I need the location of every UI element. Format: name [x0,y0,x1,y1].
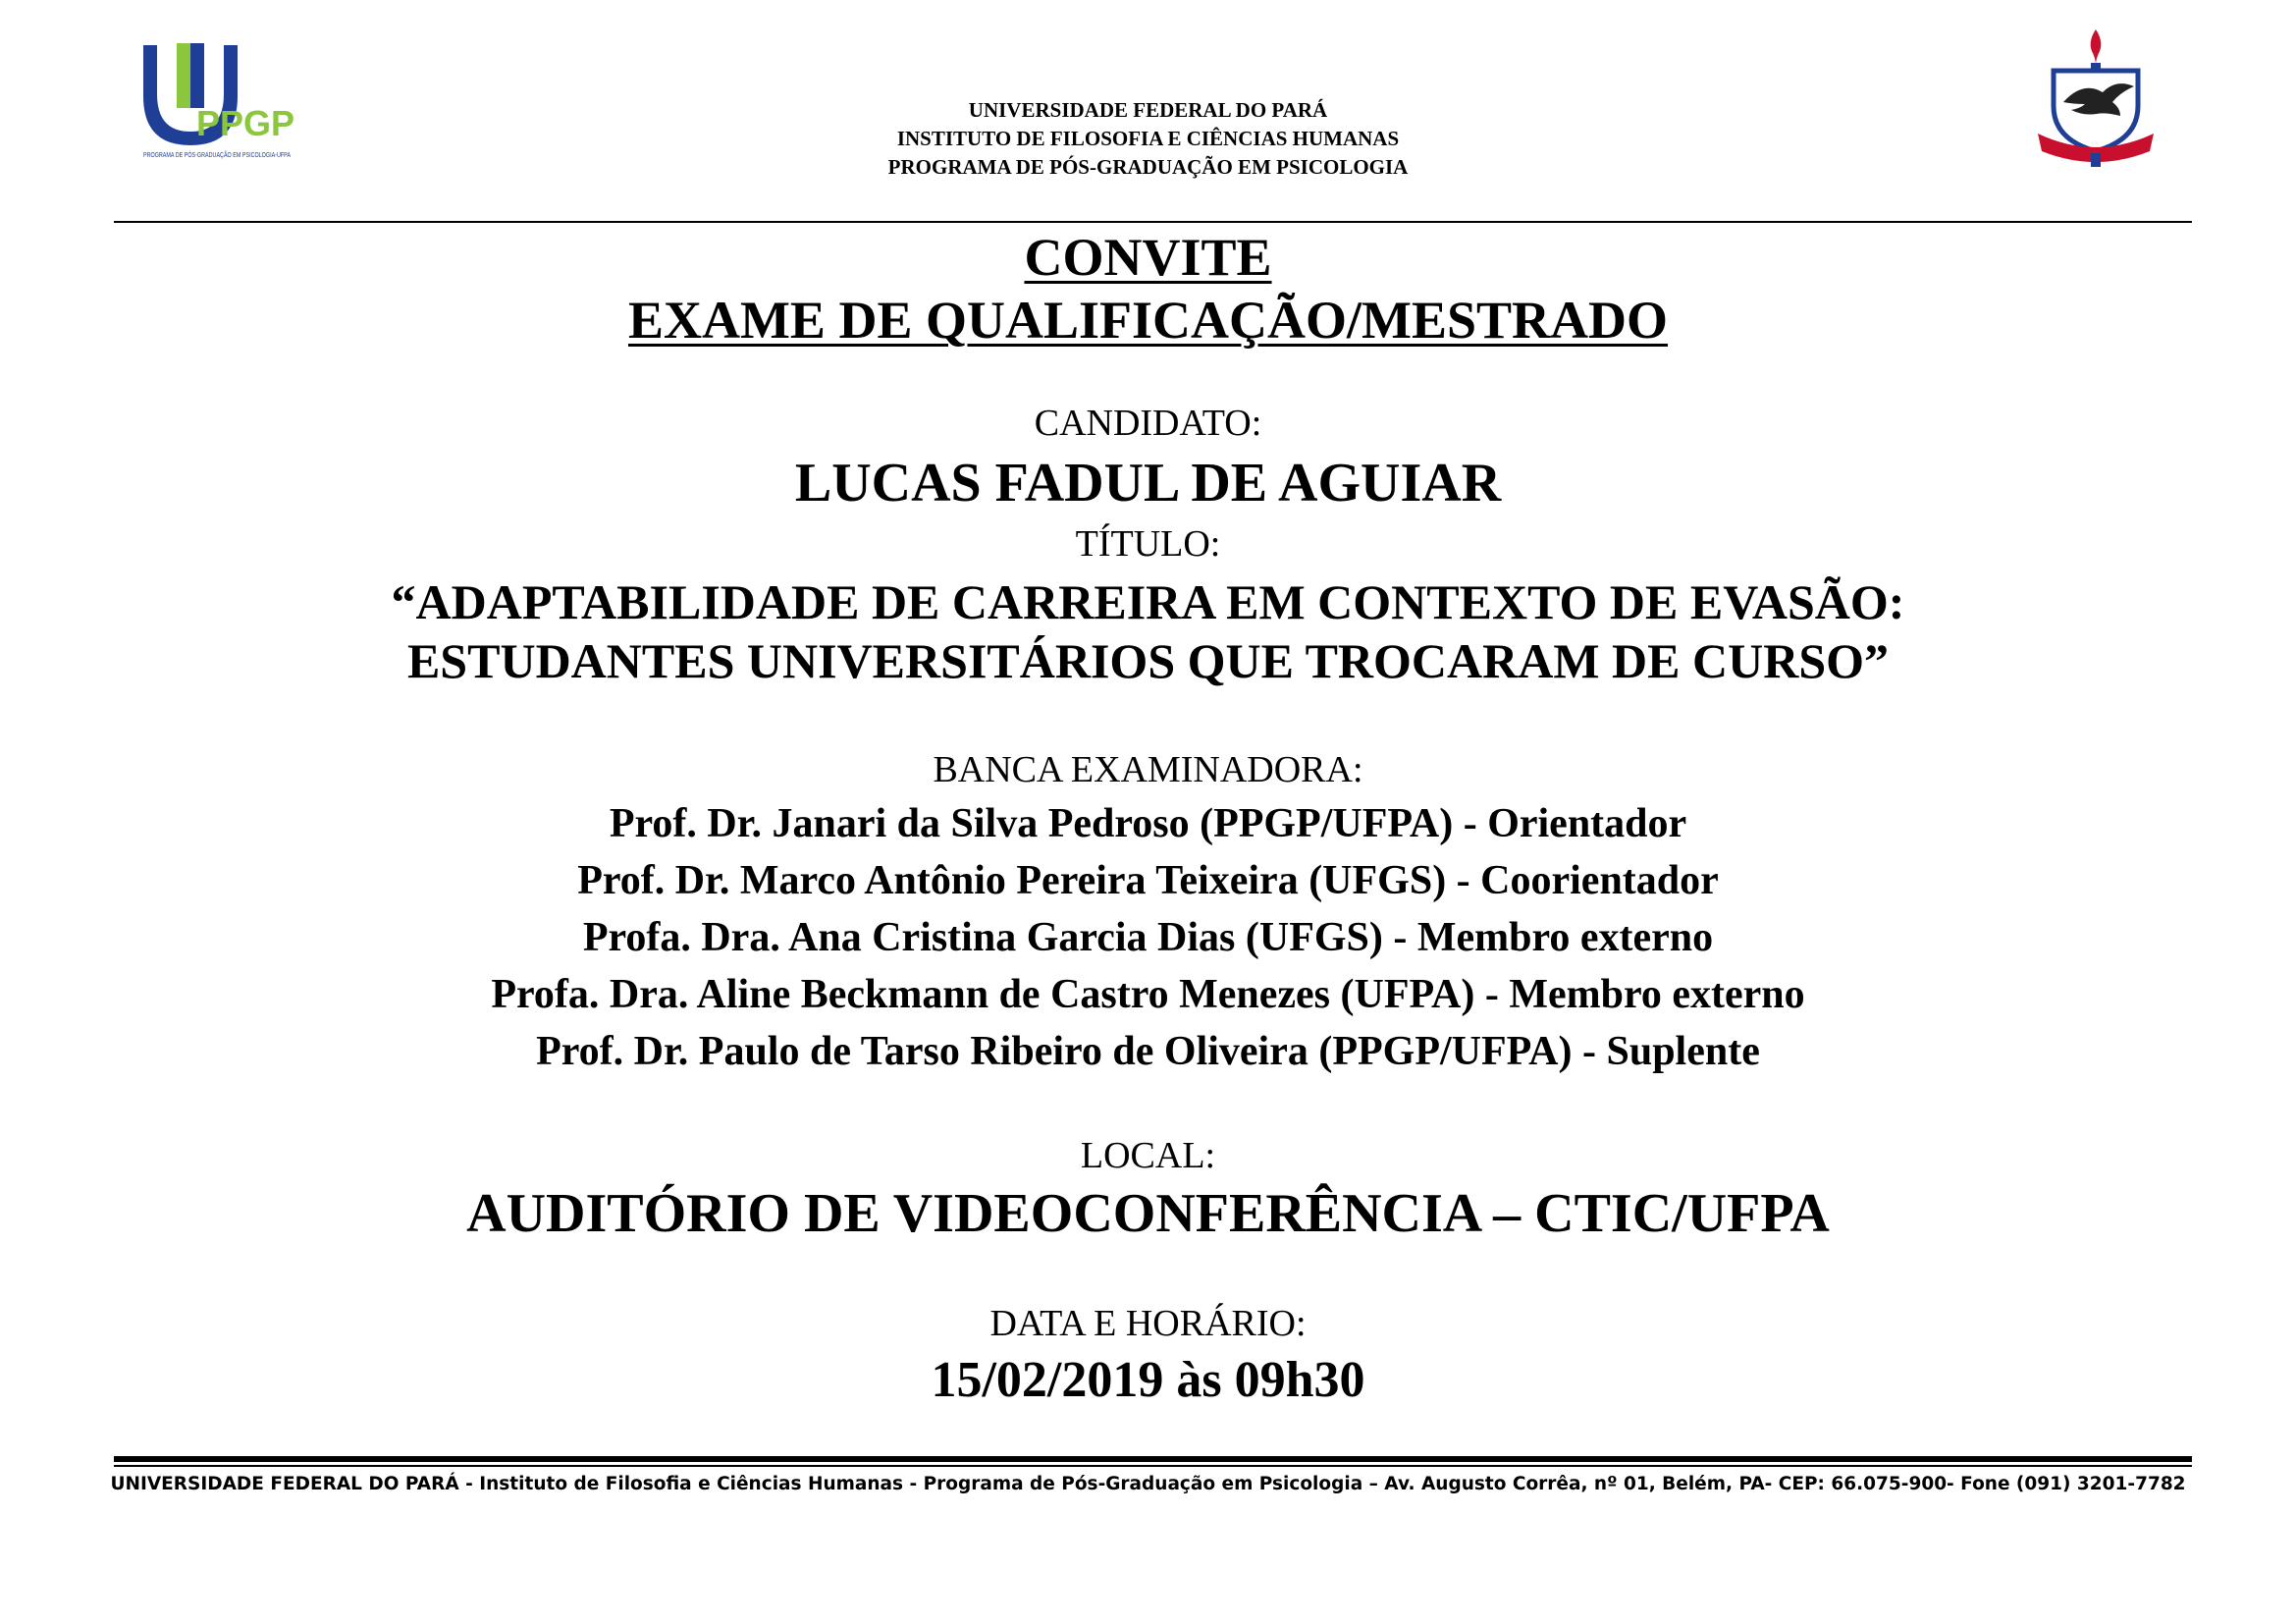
committee-member: Prof. Dr. Janari da Silva Pedroso (PPGP/UFPA) - Orientador [609,801,1687,846]
torch-icon [2091,29,2102,65]
invitation-title [0,226,2296,352]
header-university: UNIVERSIDADE FEDERAL DO PARÁ [968,98,1328,122]
title-convite: CONVITE [1024,228,1272,287]
institution-header [0,96,2296,182]
footer-address: UNIVERSIDADE FEDERAL DO PARÁ - Instituto de Filosofia e Ciências Humanas - Programa de Pós-Graduação em Psicologia – Av. Augusto Corrêa, nº 01, Belém, PA- CEP: 66.075-900- Fone (091) 3201-7782 [110,1474,2186,1494]
thesis-title-line1: “ADAPTABILIDADE DE CARREIRA EM CONTEXTO DE EVASÃO: [391,574,1905,629]
header-institute: INSTITUTO DE FILOSOFIA E CIÊNCIAS HUMANAS [896,127,1400,150]
thesis-label: TÍTULO: [1075,523,1221,565]
candidate-name: LUCAS FADUL DE AGUIAR [794,453,1502,514]
committee-member: Profa. Dra. Aline Beckmann de Castro Menezes (UFPA) - Membro externo [491,972,1805,1017]
title-exam: EXAME DE QUALIFICAÇÃO/MESTRADO [627,291,1669,350]
committee-member: Profa. Dra. Ana Cristina Garcia Dias (UFGS) - Membro externo [582,915,1714,960]
committee-member: Prof. Dr. Marco Antônio Pereira Teixeira (UFGS) - Coorientador [577,858,1719,903]
datetime-label: DATA E HORÁRIO: [989,1303,1307,1344]
datetime-value: 15/02/2019 às 09h30 [931,1352,1365,1408]
footer-divider-thin [114,1465,2192,1467]
location-label: LOCAL: [1080,1135,1216,1176]
committee-member: Prof. Dr. Paulo de Tarso Ribeiro de Oliveira (PPGP/UFPA) - Suplente [536,1029,1760,1074]
ppgp-logo-text: PPGP [196,103,294,143]
committee-label: BANCA EXAMINADORA: [933,749,1363,790]
header-divider [114,221,2192,223]
ppgp-logo-caption: PROGRAMA DE PÓS-GRADUAÇÃO EM PSICOLOGIA-UFPA [143,152,335,159]
location-value: AUDITÓRIO DE VIDEOCONFERÊNCIA – CTIC/UFPA [466,1183,1830,1244]
candidate-label: CANDIDATO: [1034,403,1262,444]
thesis-title-line2: ESTUDANTES UNIVERSITÁRIOS QUE TROCARAM DE CURSO” [406,633,1890,688]
header-program: PROGRAMA DE PÓS-GRADUAÇÃO EM PSICOLOGIA [887,155,1409,179]
footer-divider-thick [114,1456,2192,1462]
